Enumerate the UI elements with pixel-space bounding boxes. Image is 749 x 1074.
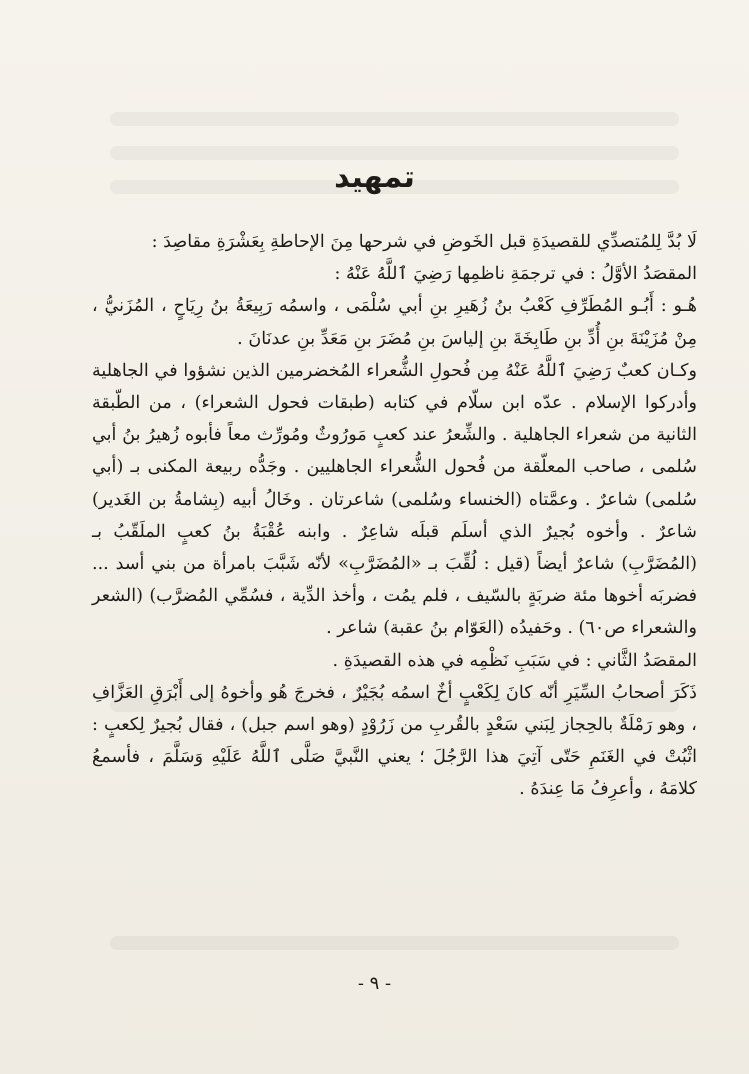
- intro-paragraph: لَا بُدَّ لِلمُتصدِّي للقصيدَةِ قبل الخَوضِ في شرحها مِنَ الإحاطةِ بِعَشْرَةِ مقاصِدَ :: [151, 232, 697, 252]
- show-through-text: [110, 146, 679, 160]
- page-number: - ٩ -: [357, 973, 392, 994]
- reason-paragraph: ذَكَرَ أصحابُ السِّيَرِ أنّه كانَ لِكَعْبٍ أخٌ اسمُه بُجَيْرٌ ، فخرجَ هُو وأخوهُ إلى أَبْرَقِ العَزَّافِ ، وهو رَمْلَةٌ بالحِجاز لِبَني سَعْدٍ بالقُربِ من زَرُوْدٍ (وهو اسم جبل) ، فقال بُجيرٌ لِكعبٍ : اثْبُتْ في الغَنَمِ حَتّى آتِيَ هذا الرَّجُلَ ؛ يعني النَّبيَّ صَلَّى ٱللَّهُ عَلَيْهِ وَسَلَّمَ ، فأسمعُ كلامَهُ ، وأعرِفُ مَا عِندَهُ .: [92, 682, 697, 800]
- body-text: [92, 226, 697, 806]
- show-through-text: [110, 112, 679, 126]
- page-title: تمهيد: [334, 160, 415, 195]
- lineage-paragraph: هُـو : أَبُـو المُطَرِّفِ كَعْبُ بنُ زُهَيرِ بنِ أبي سُلْمَى ، واسمُه رَبِيعَةُ بنُ رِيَاحٍ ، المُزَنيُّ ، مِنْ مُزَيْنَةَ بنِ أُدِّ بنِ طَابِخَةَ بنِ إلياسَ بنِ مُضَرَ بنِ مَعَدِّ بنِ عدنَانَ .: [92, 296, 697, 349]
- biography-paragraph: وكـان كعبٌ رَضِيَ ٱللَّهُ عَنْهُ مِن فُحولِ الشُّعراء المُخضرمين الذين نشؤوا في الجاهلية وأدركوا الإسلام . عدّه ابن سلّام في كتابه (طبقات فحول الشعراء) ، من الطّبقة الثانية من شعراء الجاهلية . والشِّعرُ عند كعبٍ مَورُوثٌ ومُورِّث معاً فأبوه زُهيرُ بنُ أبي سُلمى ، صاحب المعلّقة من فُحول الشُّعراء الجاهليين . وجَدُّه ربيعة المكنى بـ (أبي سُلمى) شاعرٌ . وعمَّتاه (الخنساء وسُلمى) شاعرتان . وخَالُ أبيه (بِشامةُ بن الغَدير) شاعرٌ . وأخوه بُجيرٌ الذي أسلَم قبلَه شاعِرٌ . وابنه عُقْبَةُ بنُ كعبٍ الملَقّبُ بـ (المُضَرَّبِ) شاعرٌ أيضاً (قيل : لُقِّبَ بـ «المُضَرَّبِ» لأنّه شَبَّبَ بامرأة من بني أسد ... فضربَه أخوها مئة ضربَةٍ بالسّيف ، فلم يمُت ، وأخذ الدِّية ، فسُمِّي المُضرَّب) (الشعر والشعراء ص٦٠) . وحَفيدُه (العَوّام بنُ عقبة) شاعر .: [92, 360, 697, 639]
- section-heading-second: المقصَدُ الثَّاني : في سَبَبِ نَظْمِه في هذه القصيدَةِ .: [332, 650, 697, 671]
- show-through-text: [110, 936, 679, 950]
- section-heading-first: المقصَدُ الأوَّلُ : في ترجمَةِ ناظمِها رَضِيَ ٱللَّهُ عَنْهُ :: [334, 264, 697, 285]
